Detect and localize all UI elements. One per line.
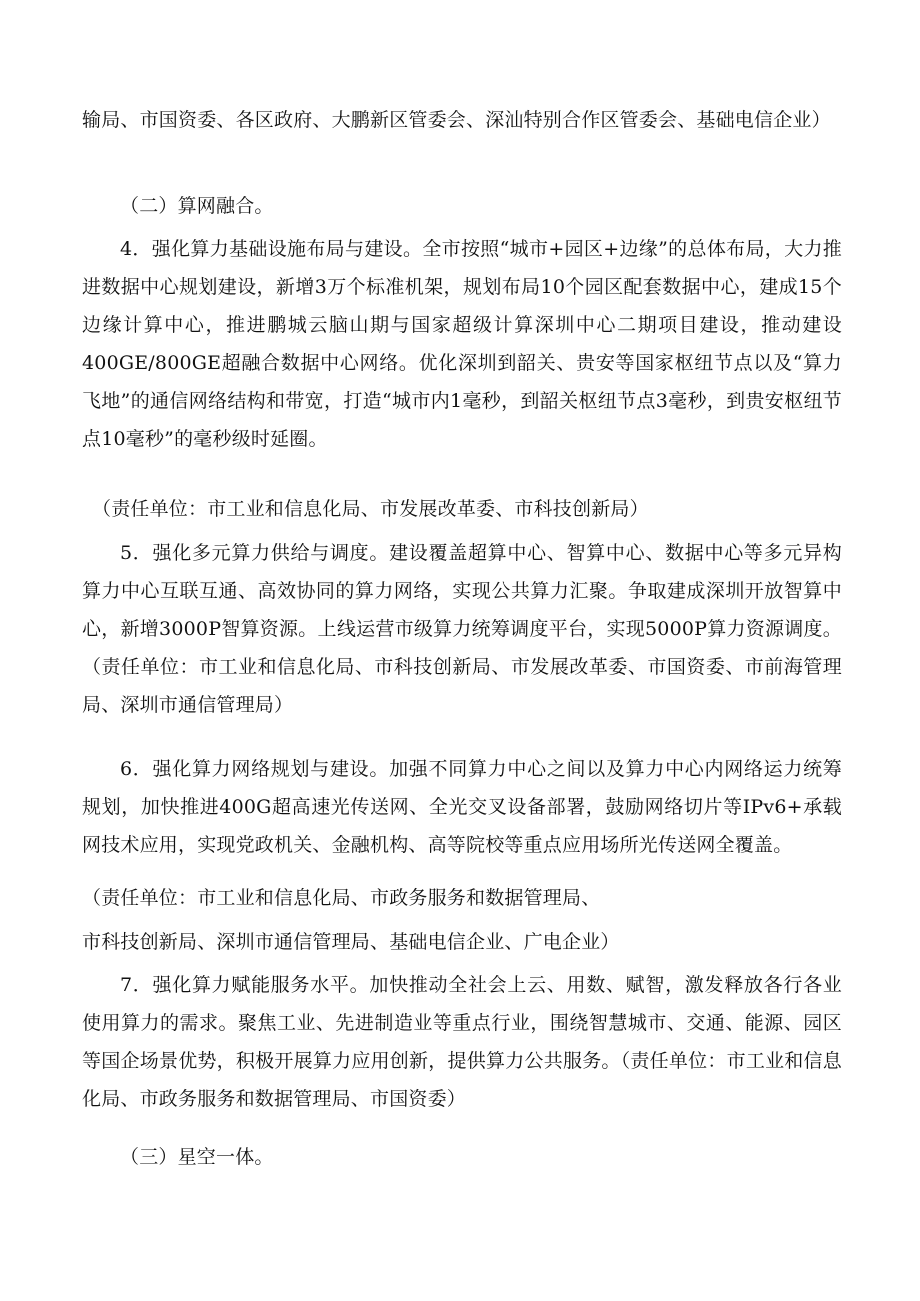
paragraph-continuation: 输局、市国资委、各区政府、大鹏新区管委会、深汕特别合作区管委会、基础电信企业）: [82, 109, 831, 131]
responsibility-item-4: （责任单位：市工业和信息化局、市发展改革委、市科技创新局）: [92, 498, 649, 520]
responsibility-item-6-line2: 市科技创新局、深圳市通信管理局、基础电信企业、广电企业）: [82, 931, 620, 953]
section-heading-2: （二）算网融合。: [120, 195, 274, 217]
responsibility-item-6-line1: （责任单位：市工业和信息化局、市政务服务和数据管理局、: [82, 887, 601, 909]
paragraph-item-6: 6．强化算力网络规划与建设。加强不同算力中心之间以及算力中心内网络运力统筹规划，加快推进400G超高速光传送网、全光交叉设备部署，鼓励网络切片等IPv6+承载网技术应用，实现党政机关、金融机构、高等院校等重点应用场所光传送网全覆盖。: [82, 758, 842, 856]
paragraph-item-4: 4．强化算力基础设施布局与建设。全市按照“城市+园区+边缘”的总体布局，大力推进数据中心规划建设，新增3万个标准机架，规划布局10个园区配套数据中心，建成15个边缘计算中心，推进鹏城云脑山期与国家超级计算深圳中心二期项目建设，推动建设400GE/800GE超融合数据中心网络。优化深圳到韶关、贵安等国家枢纽节点以及“算力飞地”的通信网络结构和带宽，打造“城市内1毫秒，到韶关枢纽节点3毫秒，到贵安枢纽节点10毫秒”的毫秒级时延圈。: [82, 238, 842, 450]
paragraph-item-5: 5．强化多元算力供给与调度。建设覆盖超算中心、智算中心、数据中心等多元异构算力中心互联互通、高效协同的算力网络，实现公共算力汇聚。争取建成深圳开放智算中心，新增3000P智算资源。上线运营市级算力统筹调度平台，实现5000P算力资源调度。（责任单位：市工业和信息化局、市科技创新局、市发展改革委、市国资委、市前海管理局、深圳市通信管理局）: [82, 542, 842, 716]
section-heading-3: （三）星空一体。: [120, 1146, 274, 1168]
paragraph-item-7: 7．强化算力赋能服务水平。加快推动全社会上云、用数、赋智，激发释放各行各业使用算力的需求。聚焦工业、先进制造业等重点行业，围绕智慧城市、交通、能源、园区等国企场景优势，积极开展算力应用创新，提供算力公共服务。（责任单位：市工业和信息化局、市政务服务和数据管理局、市国资委）: [82, 974, 842, 1110]
